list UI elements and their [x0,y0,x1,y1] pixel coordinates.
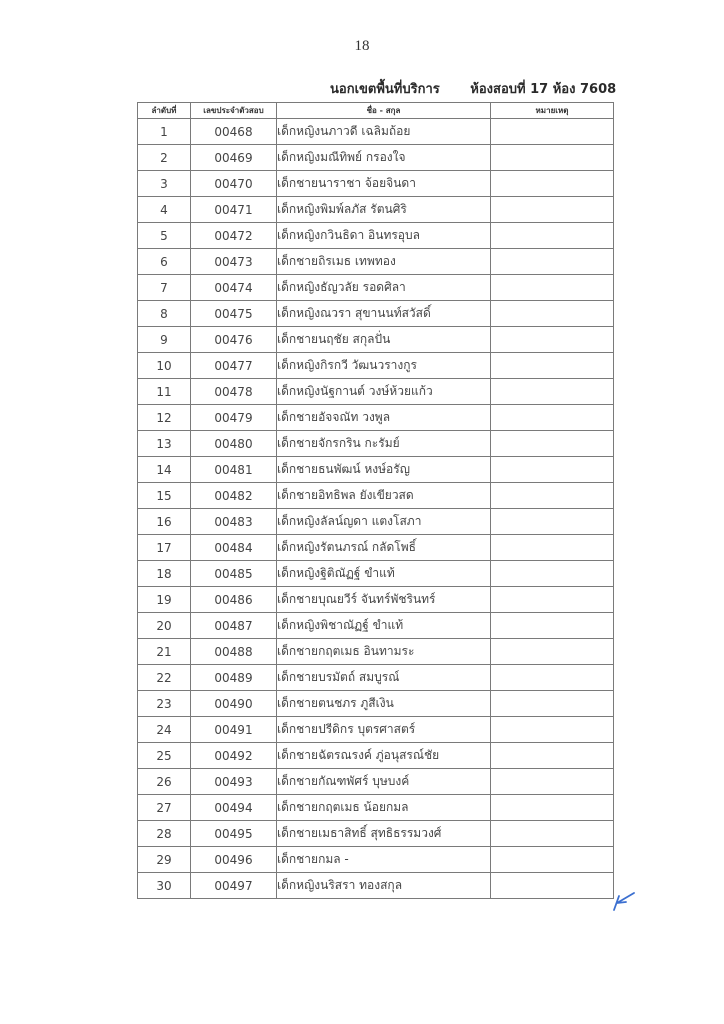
service-zone-label: นอกเขตพื้นที่บริการ [330,82,440,97]
row-remarks [491,275,614,301]
table-row [138,639,614,665]
row-exam-id: 00479 [191,405,277,431]
row-full-name: เด็กหญิงพิมพ์ลภัส รัตนศิริ [277,197,491,223]
row-full-name: เด็กหญิงธัญวลัย รอดศิลา [277,275,491,301]
row-exam-id: 00480 [191,431,277,457]
row-order: 10 [138,353,191,379]
table-row [138,535,614,561]
table-header-row [138,103,614,119]
row-order: 26 [138,769,191,795]
row-order: 12 [138,405,191,431]
row-exam-id: 00492 [191,743,277,769]
row-remarks [491,327,614,353]
row-exam-id: 00493 [191,769,277,795]
table-row [138,717,614,743]
row-exam-id: 00495 [191,821,277,847]
row-remarks [491,717,614,743]
row-remarks [491,457,614,483]
table-row [138,509,614,535]
row-order: 14 [138,457,191,483]
table-row [138,379,614,405]
row-exam-id: 00481 [191,457,277,483]
row-exam-id: 00487 [191,613,277,639]
table-row [138,587,614,613]
document-subtitle [330,78,616,99]
row-full-name: เด็กชายอัจจณัท วงพูล [277,405,491,431]
row-order: 6 [138,249,191,275]
row-order: 9 [138,327,191,353]
row-order: 23 [138,691,191,717]
row-remarks [491,769,614,795]
table-row [138,223,614,249]
table-row [138,457,614,483]
row-full-name: เด็กชายนฤชัย สกุลปั่น [277,327,491,353]
signature-mark [608,888,638,914]
row-full-name: เด็กหญิงลัลน์ญดา แตงโสภา [277,509,491,535]
row-remarks [491,405,614,431]
table-row [138,483,614,509]
table-row [138,275,614,301]
table-row [138,873,614,899]
row-exam-id: 00478 [191,379,277,405]
row-full-name: เด็กชายธนพัฒน์ หงษ์อรัญ [277,457,491,483]
row-remarks [491,171,614,197]
row-remarks [491,301,614,327]
row-full-name: เด็กชายบุณยวีร์ จันทร์พัชรินทร์ [277,587,491,613]
row-order: 7 [138,275,191,301]
row-order: 22 [138,665,191,691]
row-order: 25 [138,743,191,769]
row-full-name: เด็กหญิงพิชาณัฏฐ์ ขำแท้ [277,613,491,639]
row-full-name: เด็กชายถิรเมธ เทพทอง [277,249,491,275]
row-order: 17 [138,535,191,561]
row-exam-id: 00473 [191,249,277,275]
row-order: 3 [138,171,191,197]
row-remarks [491,613,614,639]
row-remarks [491,483,614,509]
row-exam-id: 00486 [191,587,277,613]
table-row [138,847,614,873]
row-remarks [491,197,614,223]
header-order: ลำดับที่ [138,103,191,119]
row-remarks [491,431,614,457]
row-order: 27 [138,795,191,821]
row-exam-id: 00475 [191,301,277,327]
table-row [138,405,614,431]
row-exam-id: 00469 [191,145,277,171]
row-exam-id: 00468 [191,119,277,145]
row-exam-id: 00474 [191,275,277,301]
row-exam-id: 00496 [191,847,277,873]
row-order: 30 [138,873,191,899]
row-full-name: เด็กชายนาราชา จ้อยจินดา [277,171,491,197]
row-exam-id: 00477 [191,353,277,379]
row-full-name: เด็กชายจักรกริน กะรัมย์ [277,431,491,457]
row-full-name: เด็กชายกฤตเมธ น้อยกมล [277,795,491,821]
table-row [138,691,614,717]
row-order: 13 [138,431,191,457]
table-row [138,353,614,379]
row-order: 8 [138,301,191,327]
row-remarks [491,223,614,249]
row-full-name: เด็กหญิงกวินธิดา อินทรอุบล [277,223,491,249]
table-row [138,119,614,145]
row-exam-id: 00470 [191,171,277,197]
row-full-name: เด็กชายเมธาสิทธิ์ สุทธิธรรมวงศ์ [277,821,491,847]
row-order: 2 [138,145,191,171]
row-full-name: เด็กหญิงกิรกวี วัฒนวรางกูร [277,353,491,379]
row-order: 29 [138,847,191,873]
row-exam-id: 00491 [191,717,277,743]
table-row [138,327,614,353]
row-full-name: เด็กชายอิทธิพล ยังเขียวสด [277,483,491,509]
table-row [138,769,614,795]
row-exam-id: 00471 [191,197,277,223]
row-order: 18 [138,561,191,587]
row-exam-id: 00494 [191,795,277,821]
row-full-name: เด็กหญิงนัฐกานต์ วงษ์ห้วยแก้ว [277,379,491,405]
row-remarks [491,119,614,145]
exam-roster-table [137,102,614,899]
row-remarks [491,509,614,535]
header-exam-id: เลขประจำตัวสอบ [191,103,277,119]
table-row [138,197,614,223]
row-full-name: เด็กหญิงณวรา สุขานนท์สวัสดิ์ [277,301,491,327]
table-row [138,821,614,847]
row-exam-id: 00490 [191,691,277,717]
table-row [138,145,614,171]
row-full-name: เด็กหญิงนริสรา ทองสกุล [277,873,491,899]
row-remarks [491,145,614,171]
row-full-name: เด็กหญิงนภาวดี เฉลิมถ้อย [277,119,491,145]
table-row [138,665,614,691]
row-order: 20 [138,613,191,639]
table-body [138,119,614,899]
exam-room-label: ห้องสอบที่ 17 ห้อง 7608 [470,82,617,97]
row-remarks [491,587,614,613]
row-full-name: เด็กชายปรีดิกร บุตรศาสตร์ [277,717,491,743]
row-order: 28 [138,821,191,847]
table-row [138,743,614,769]
page-number: 18 [354,38,370,54]
table-row [138,249,614,275]
header-remarks: หมายเหตุ [491,103,614,119]
row-order: 5 [138,223,191,249]
table-row [138,613,614,639]
table-row [138,795,614,821]
row-full-name: เด็กหญิงรัตนภรณ์ กลัดโพธิ์ [277,535,491,561]
row-remarks [491,561,614,587]
row-exam-id: 00485 [191,561,277,587]
row-order: 19 [138,587,191,613]
table-row [138,561,614,587]
row-exam-id: 00472 [191,223,277,249]
row-remarks [491,795,614,821]
row-remarks [491,821,614,847]
row-remarks [491,353,614,379]
row-exam-id: 00482 [191,483,277,509]
row-order: 15 [138,483,191,509]
row-remarks [491,665,614,691]
row-remarks [491,691,614,717]
row-full-name: เด็กชายฉัตรณรงค์ ภู่อนุสรณ์ชัย [277,743,491,769]
row-order: 24 [138,717,191,743]
row-full-name: เด็กชายตนชภร ภูสีเงิน [277,691,491,717]
row-remarks [491,249,614,275]
row-order: 21 [138,639,191,665]
row-order: 1 [138,119,191,145]
row-remarks [491,535,614,561]
table-row [138,431,614,457]
row-remarks [491,639,614,665]
table-row [138,171,614,197]
row-full-name: เด็กชายกฤตเมธ อินทามระ [277,639,491,665]
row-remarks [491,743,614,769]
header-full-name: ชื่อ - สกุล [277,103,491,119]
row-full-name: เด็กชายบรมัตถ์ สมบูรณ์ [277,665,491,691]
row-exam-id: 00489 [191,665,277,691]
row-full-name: เด็กชายกัณฑพัศร์ บุษบงค์ [277,769,491,795]
row-order: 16 [138,509,191,535]
row-order: 11 [138,379,191,405]
row-exam-id: 00483 [191,509,277,535]
row-full-name: เด็กชายกมล - [277,847,491,873]
table-row [138,301,614,327]
row-order: 4 [138,197,191,223]
row-exam-id: 00497 [191,873,277,899]
row-remarks [491,873,614,899]
row-exam-id: 00484 [191,535,277,561]
row-remarks [491,847,614,873]
row-remarks [491,379,614,405]
row-full-name: เด็กหญิงฐิติณัฏฐ์ ขำแท้ [277,561,491,587]
row-full-name: เด็กหญิงมณีทิพย์ กรองใจ [277,145,491,171]
row-exam-id: 00476 [191,327,277,353]
row-exam-id: 00488 [191,639,277,665]
